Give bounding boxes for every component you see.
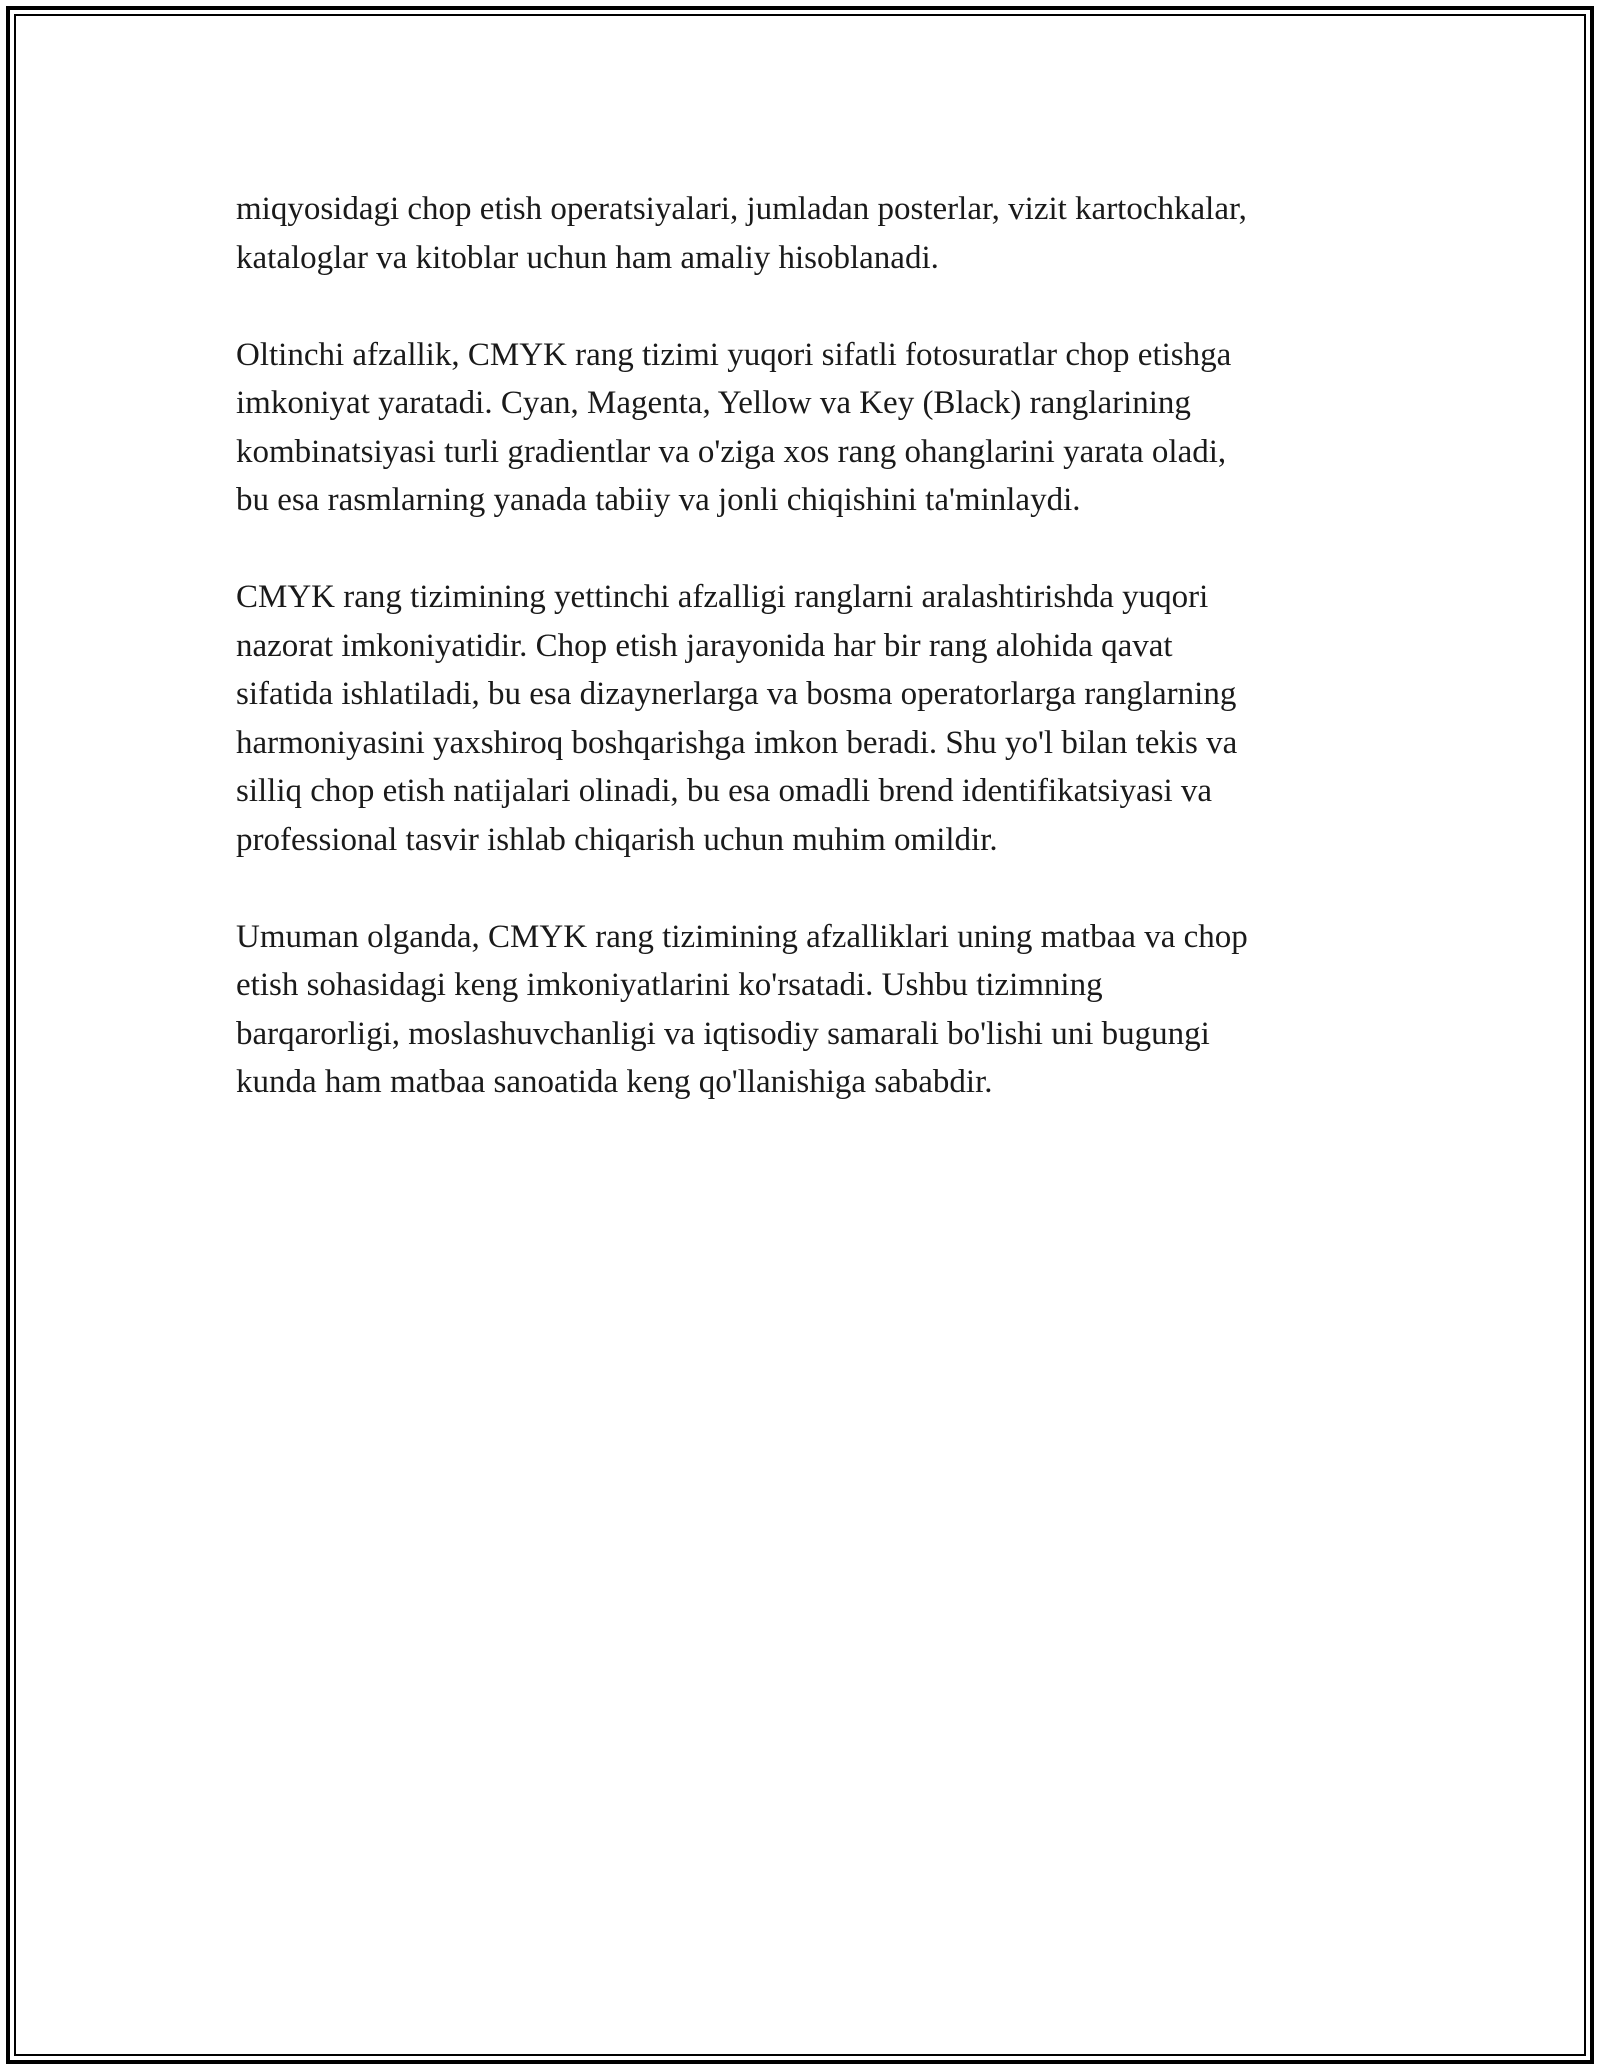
text-line: imkoniyat yaratadi. Cyan, Magenta, Yellow va Key (Black) ranglarining	[236, 385, 1191, 421]
text-line: professional tasvir ishlab chiqarish uchun muhim omildir.	[236, 821, 998, 858]
text-line: kataloglar va kitoblar uchun ham amaliy hisoblanadi.	[236, 239, 939, 276]
text-line: CMYK rang tizimining yettinchi afzalligi ranglarni aralashtirishda yuqori	[236, 579, 1209, 615]
text-line: barqarorligi, moslashuvchanligi va iqtisodiy samarali bo'lishi uni bugungi	[236, 1015, 1210, 1052]
text-line: harmoniyasini yaxshiroq boshqarishga imkon beradi. Shu yo'l bilan tekis va	[236, 724, 1238, 761]
document-body	[236, 185, 1366, 1155]
text-line: miqyosidagi chop etish operatsiyalari, jumladan posterlar, vizit kartochkalar,	[236, 191, 1247, 227]
paragraph	[236, 573, 1366, 864]
text-line: kunda ham matbaa sanoatida keng qo'llanishiga sababdir.	[236, 1064, 993, 1100]
text-line: sifatida ishlatiladi, bu esa dizaynerlarga va bosma operatorlarga ranglarning	[236, 676, 1237, 712]
text-line: etish sohasidagi keng imkoniyatlarini ko'rsatadi. Ushbu tizimning	[236, 967, 1103, 1003]
paragraph	[236, 331, 1366, 525]
text-line: Oltinchi afzallik, CMYK rang tizimi yuqori sifatli fotosuratlar chop etishga	[236, 336, 1232, 373]
text-line: kombinatsiyasi turli gradientlar va o'ziga xos rang ohanglarini yarata oladi,	[236, 433, 1227, 470]
text-line: nazorat imkoniyatidir. Chop etish jarayonida har bir rang alohida qavat	[236, 627, 1173, 664]
paragraph	[236, 185, 1366, 282]
text-line: bu esa rasmlarning yanada tabiiy va jonli chiqishini ta'minlaydi.	[236, 482, 1081, 518]
paragraph	[236, 913, 1366, 1107]
text-line: Umuman olganda, CMYK rang tizimining afzalliklari uning matbaa va chop	[236, 918, 1248, 955]
text-line: silliq chop etish natijalari olinadi, bu esa omadli brend identifikatsiyasi va	[236, 773, 1213, 809]
